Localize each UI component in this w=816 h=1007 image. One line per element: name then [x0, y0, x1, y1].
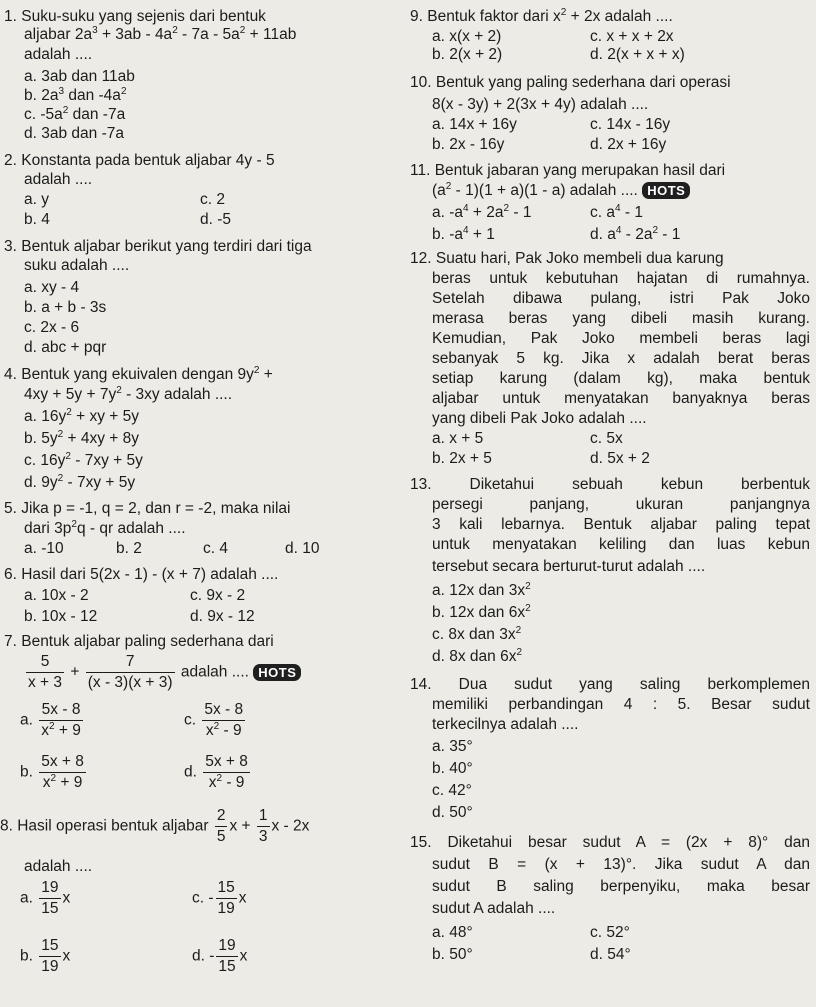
q7-option-c[interactable]: c. $\frac{5x - 8}{x^2 - 9}$	[184, 701, 244, 739]
q3-stem: 3. Bentuk aljabar berikut yang terdiri dari tiga	[4, 238, 312, 255]
q2-option-a[interactable]: a. y	[24, 191, 49, 208]
q12-line-8: aljabar untuk menyatakan banyaknya beras	[432, 390, 810, 407]
q15-line-3: sudut B saling berpenyiku, maka besar	[432, 878, 810, 895]
q8-option-c[interactable]: c. - $\frac{15}{19}$ x	[192, 879, 247, 917]
q13-option-c[interactable]: c. 8x dan $3x^2$	[432, 625, 522, 643]
q4-stem: 4. Bentuk yang ekuivalen dengan $9y^2$ +	[4, 365, 273, 383]
q9-option-c[interactable]: c. x + x + 2x	[590, 28, 674, 45]
q4-option-b[interactable]: b. $5y^2 + 4xy + 8y$	[24, 429, 139, 447]
q12-option-a[interactable]: a. x + 5	[432, 430, 484, 447]
q3-option-d[interactable]: d. abc + pqr	[24, 339, 107, 356]
q11-option-d[interactable]: d. $a^4 - 2a^2 - 1$	[590, 225, 681, 243]
q7-stem: 7. Bentuk aljabar paling sederhana dari	[4, 633, 274, 650]
q14-option-c[interactable]: c. 42°	[432, 782, 472, 799]
q8-stem: 8. Hasil operasi bentuk aljabar $\frac{2}{5}$ x + $\frac{1}{3}$ x - 2x	[0, 807, 310, 845]
q7-option-d[interactable]: d. $\frac{5x + 8}{x^2 - 9}$	[184, 753, 248, 791]
q15-option-c[interactable]: c. 52°	[590, 924, 630, 941]
hots-badge: HOTS	[253, 664, 301, 681]
q12-line-1: 12. Suatu hari, Pak Joko membeli dua karung	[410, 250, 724, 267]
q11-stem: 11. Bentuk jabaran yang merupakan hasil dari	[410, 162, 726, 179]
q14-line-1: 14. Dua sudut yang saling berkomplemen	[410, 676, 810, 693]
q8-option-b[interactable]: b. $\frac{15}{19}$ x	[20, 937, 71, 975]
q4-stem-expression: $4xy + 5y + 7y^2 - 3xy$ adalah ....	[24, 385, 233, 403]
q2-stem-end: adalah ....	[24, 171, 93, 188]
q7-expression: $\frac{5}{x + 3}$ + $\frac{7}{(x - 3)(x + 3)}$ adalah .... HOTS	[24, 652, 301, 693]
q15-option-b[interactable]: b. 50°	[432, 946, 473, 963]
q3-option-b[interactable]: b. a + b - 3s	[24, 299, 107, 316]
q8-option-a[interactable]: a. $\frac{19}{15}$ x	[20, 879, 71, 917]
q13-line-3: 3 kali lebarnya. Bentuk aljabar paling tepat	[432, 516, 810, 533]
q13-line-5: tersebut secara berturut-turut adalah ....	[432, 558, 706, 575]
q5-stem: 5. Jika p = -1, q = 2, dan r = -2, maka nilai	[4, 500, 291, 517]
q4-option-d[interactable]: d. $9y^2 - 7xy + 5y$	[24, 473, 136, 491]
q15-line-4: sudut A adalah ....	[432, 900, 556, 917]
q1-option-a[interactable]: a. 3ab dan 11ab	[24, 68, 135, 85]
q1-option-d[interactable]: d. 3ab dan -7a	[24, 125, 124, 142]
q10-option-c[interactable]: c. 14x - 16y	[590, 116, 671, 133]
q14-line-2: memiliki perbandingan 4 : 5. Besar sudut	[432, 696, 810, 713]
q14-option-a[interactable]: a. 35°	[432, 738, 473, 755]
q12-line-5: Kemudian, Pak Joko membeli beras lagi	[432, 330, 810, 347]
q9-option-a[interactable]: a. x(x + 2)	[432, 28, 502, 45]
q9-option-d[interactable]: d. 2(x + x + x)	[590, 46, 685, 63]
q6-option-a[interactable]: a. 10x - 2	[24, 587, 89, 604]
q4-option-c[interactable]: c. $16y^2 - 7xy + 5y$	[24, 451, 143, 469]
q2-stem: 2. Konstanta pada bentuk aljabar 4y - 5	[4, 152, 275, 169]
q5-option-b[interactable]: b. 2	[116, 540, 142, 557]
q10-option-a[interactable]: a. 14x + 16y	[432, 116, 517, 133]
q13-option-d[interactable]: d. 8x dan $6x^2$	[432, 647, 523, 665]
q3-stem-end: suku adalah ....	[24, 257, 130, 274]
q9-stem: 9. Bentuk faktor dari $x^2 + 2x$ adalah ....	[410, 7, 673, 25]
q15-option-d[interactable]: d. 54°	[590, 946, 631, 963]
q12-line-6: sebanyak 5 kg. Jika x adalah berat beras	[432, 350, 810, 367]
q13-line-1: 13. Diketahui sebuah kebun berbentuk	[410, 476, 810, 493]
q1-option-c[interactable]: c. $-5a^2$ dan -7a	[24, 105, 126, 123]
q2-option-c[interactable]: c. 2	[200, 191, 225, 208]
q13-option-a[interactable]: a. 12x dan $3x^2$	[432, 581, 531, 599]
q13-line-2: persegi panjang, ukuran panjangnya	[432, 496, 810, 513]
q10-stem-expression: 8(x - 3y) + 2(3x + 4y) adalah ....	[432, 96, 649, 113]
q2-option-d[interactable]: d. -5	[200, 211, 232, 228]
q13-option-b[interactable]: b. 12x dan $6x^2$	[432, 603, 531, 621]
q12-line-7: setiap karung (dalam kg), maka bentuk	[432, 370, 810, 387]
hots-badge: HOTS	[642, 182, 690, 199]
q4-option-a[interactable]: a. $16y^2$ + xy + 5y	[24, 407, 139, 425]
q5-option-d[interactable]: d. 10	[285, 540, 320, 557]
q1-stem: 1. Suku-suku yang sejenis dari bentuk	[4, 8, 266, 25]
q10-option-b[interactable]: b. 2x - 16y	[432, 136, 505, 153]
q5-option-c[interactable]: c. 4	[203, 540, 228, 557]
q12-option-c[interactable]: c. 5x	[590, 430, 623, 447]
q12-option-d[interactable]: d. 5x + 2	[590, 450, 650, 467]
q3-option-c[interactable]: c. 2x - 6	[24, 319, 80, 336]
q12-line-2: beras untuk kebutuhan hajatan di rumahnya.	[432, 270, 810, 287]
q11-option-a[interactable]: a. $-a^4 + 2a^2 - 1$	[432, 203, 532, 221]
q3-option-a[interactable]: a. xy - 4	[24, 279, 80, 296]
q12-line-9: yang dibeli Pak Joko adalah ....	[432, 410, 647, 427]
q7-option-a[interactable]: a. $\frac{5x - 8}{x^2 + 9}$	[20, 701, 81, 739]
q7-fraction-1: $\frac{5}{x + 3}$	[28, 653, 63, 691]
q10-stem: 10. Bentuk yang paling sederhana dari operasi	[410, 74, 731, 91]
q12-option-b[interactable]: b. 2x + 5	[432, 450, 492, 467]
q14-option-b[interactable]: b. 40°	[432, 760, 473, 777]
q6-option-d[interactable]: d. 9x - 12	[190, 608, 255, 625]
q11-stem-expression: $(a^2 - 1)(1 + a)(1 - a)$ adalah .... HOTS	[432, 182, 690, 200]
q6-option-c[interactable]: c. 9x - 2	[190, 587, 246, 604]
q1-stem-expression: aljabar $2a^3 + 3ab - 4a^2 - 7a - 5a^2 + 11ab$	[24, 25, 297, 43]
q15-line-1: 15. Diketahui besar sudut A = (2x + 8)° dan	[410, 834, 810, 851]
q8-option-d[interactable]: d. - $\frac{19}{15}$ x	[192, 937, 248, 975]
q1-option-b[interactable]: b. $2a^3$ dan $-4a^2$	[24, 86, 127, 104]
q11-option-b[interactable]: b. $-a^4 + 1$	[432, 225, 495, 243]
q13-line-4: untuk menyatakan keliling dan luas kebun	[432, 536, 810, 553]
q12-line-4: merasa beras yang dibeli masih kurang.	[432, 310, 810, 327]
q5-stem-expression: dari $3p^2q$ - qr adalah ....	[24, 519, 186, 537]
q10-option-d[interactable]: d. 2x + 16y	[590, 136, 667, 153]
q11-option-c[interactable]: c. $a^4 - 1$	[590, 203, 643, 221]
q14-option-d[interactable]: d. 50°	[432, 804, 473, 821]
q2-option-b[interactable]: b. 4	[24, 211, 50, 228]
q12-line-3: Setelah dibawa pulang, istri Pak Joko	[432, 290, 810, 307]
q5-option-a[interactable]: a. -10	[24, 540, 64, 557]
q1-stem-end: adalah ....	[24, 46, 93, 63]
q14-line-3: terkecilnya adalah ....	[432, 716, 579, 733]
q7-fraction-2: $\frac{7}{(x - 3)(x + 3)}$	[87, 653, 173, 691]
q8-stem-end: adalah ....	[24, 858, 93, 875]
q6-stem: 6. Hasil dari 5(2x - 1) - (x + 7) adalah ....	[4, 566, 279, 583]
q15-line-2: sudut B = (x + 13)°. Jika sudut A dan	[432, 856, 810, 873]
q7-option-b[interactable]: b. $\frac{5x + 8}{x^2 + 9}$	[20, 753, 84, 791]
q6-option-b[interactable]: b. 10x - 12	[24, 608, 98, 625]
q15-option-a[interactable]: a. 48°	[432, 924, 473, 941]
q9-option-b[interactable]: b. 2(x + 2)	[432, 46, 503, 63]
